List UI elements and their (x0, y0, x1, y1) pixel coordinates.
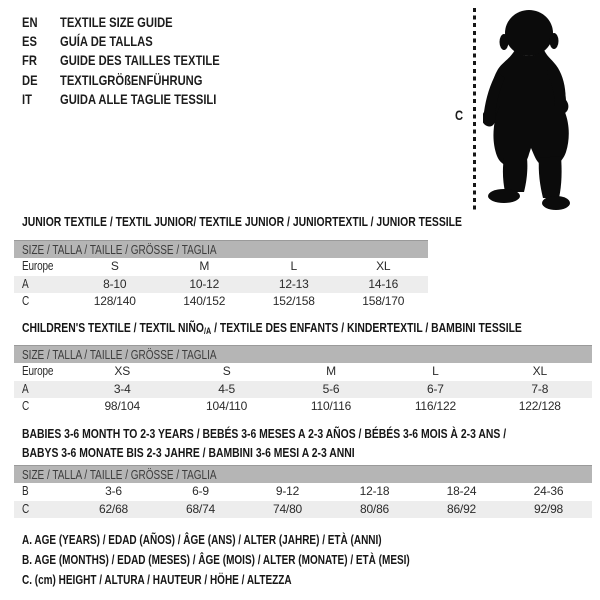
size-table-babies (14, 465, 592, 518)
size-cell: 5-6 (322, 381, 340, 396)
size-cell: 18-24 (446, 484, 477, 498)
size-cell: S (110, 259, 119, 273)
size-cell: 12-13 (278, 276, 309, 291)
table-row (14, 363, 592, 381)
size-cell: 10-12 (189, 276, 220, 291)
language-label: GUIDA ALLE TAGLIE TESSILI (60, 90, 217, 107)
size-cell: 6-9 (192, 484, 209, 498)
size-cell: 98/104 (104, 399, 140, 413)
row-label: A (22, 381, 29, 396)
section-title-junior: JUNIOR TEXTILE / TEXTIL JUNIOR/ TEXTILE JUNIOR / JUNIORTEXTIL / JUNIOR TESSILE (22, 214, 462, 229)
table-row (14, 483, 592, 501)
row-label: Europe (22, 364, 54, 378)
language-code: DE (22, 71, 38, 88)
row-label: C (22, 294, 30, 308)
language-label: GUIDE DES TAILLES TEXTILE (60, 52, 220, 69)
language-code: EN (22, 14, 38, 30)
table-header: SIZE / TALLA / TAILLE / GRÖSSE / TAGLIA (14, 465, 592, 483)
size-cell: 4-5 (218, 381, 235, 396)
row-label: C (22, 399, 30, 413)
size-cell: 3-4 (113, 381, 131, 396)
size-cell: 128/140 (93, 294, 136, 308)
language-label: TEXTILGRÖßENFÜHRUNG (60, 71, 203, 88)
size-cell: 110/116 (310, 399, 352, 413)
size-cell: 74/80 (272, 501, 303, 516)
language-code: ES (22, 33, 37, 50)
language-row (22, 71, 260, 90)
size-cell: L (290, 259, 297, 273)
size-cell: 86/92 (446, 501, 477, 516)
language-row (22, 13, 260, 32)
row-label: B (22, 484, 29, 498)
size-cell: XL (532, 364, 547, 378)
table-row (14, 398, 592, 416)
language-row (22, 32, 260, 51)
legend-line-c: C. (cm) HEIGHT / ALTURA / HAUTEUR / HÖHE / ALTEZZA (22, 573, 292, 587)
row-label: Europe (22, 259, 54, 273)
size-cell: XS (114, 364, 130, 378)
size-cell: 80/86 (359, 501, 390, 516)
size-table-children (14, 345, 592, 416)
table-row (14, 501, 592, 519)
size-cell: 104/110 (206, 399, 248, 413)
table-header: SIZE / TALLA / TAILLE / GRÖSSE / TAGLIA (14, 345, 592, 363)
size-cell: 9-12 (275, 484, 300, 498)
table-row (14, 293, 428, 311)
size-cell: 116/122 (414, 399, 456, 413)
size-cell: M (199, 259, 210, 273)
size-cell: 62/68 (98, 501, 129, 516)
measure-legend (22, 530, 507, 590)
size-cell: 68/74 (185, 501, 216, 516)
size-cell: 158/170 (362, 294, 405, 308)
size-cell: 7-8 (531, 381, 549, 396)
language-list (22, 13, 260, 109)
baby-silhouette-icon (483, 5, 583, 215)
row-label: C (22, 501, 30, 516)
size-cell: 122/128 (518, 399, 561, 413)
size-cell: 8-10 (103, 276, 127, 291)
language-code: IT (22, 90, 32, 107)
table-row (14, 381, 592, 399)
size-cell: M (326, 364, 336, 378)
legend-line-a: A. AGE (YEARS) / EDAD (AÑOS) / ÂGE (ANS) / ALTER (JAHRE) / ETÀ (ANNI) (22, 533, 382, 547)
section-title-children: CHILDREN'S TEXTILE / TEXTIL $NIÑO_{/A}$ / TEXTILE DES ENFANTS / KINDERTEXTIL / BAMBINI TESSILE (22, 320, 522, 336)
size-table-junior (14, 240, 428, 311)
table-header: SIZE / TALLA / TAILLE / GRÖSSE / TAGLIA (14, 240, 428, 258)
size-cell: 92/98 (533, 501, 564, 516)
language-label: GUÍA DE TALLAS (60, 33, 153, 50)
size-cell: 14-16 (368, 276, 399, 291)
size-cell: S (222, 364, 231, 378)
size-cell: 3-6 (105, 484, 122, 498)
size-cell: XL (376, 259, 391, 273)
size-cell: 12-18 (359, 484, 390, 498)
legend-line-b: B. AGE (MONTHS) / EDAD (MESES) / ÂGE (MOIS) / ALTER (MONATE) / ETÀ (MESI) (22, 553, 410, 567)
height-measure-label: C (455, 107, 464, 123)
section-title-babies: BABIES 3-6 MONTH TO 2-3 YEARS / BEBÉS 3-6 MESES A 2-3 AÑOS / BÉBÉS 3-6 MOIS À 2-3 ANS / BABYS 3-6 MONATE BIS 2-3 JAHRE / BAMBINI 3-6 MESI A 2-3 ANNI (22, 426, 507, 460)
size-cell: 6-7 (427, 381, 444, 396)
table-row (14, 276, 428, 294)
size-cell: 24-36 (533, 484, 564, 498)
table-row (14, 258, 428, 276)
size-cell: 140/152 (183, 294, 226, 308)
language-code: FR (22, 52, 37, 69)
height-dashed-line (473, 8, 476, 212)
language-label: TEXTILE SIZE GUIDE (60, 14, 173, 30)
language-row (22, 51, 260, 70)
row-label: A (22, 276, 29, 291)
language-row (22, 90, 260, 109)
size-cell: 152/158 (272, 294, 315, 308)
size-cell: L (432, 364, 439, 378)
